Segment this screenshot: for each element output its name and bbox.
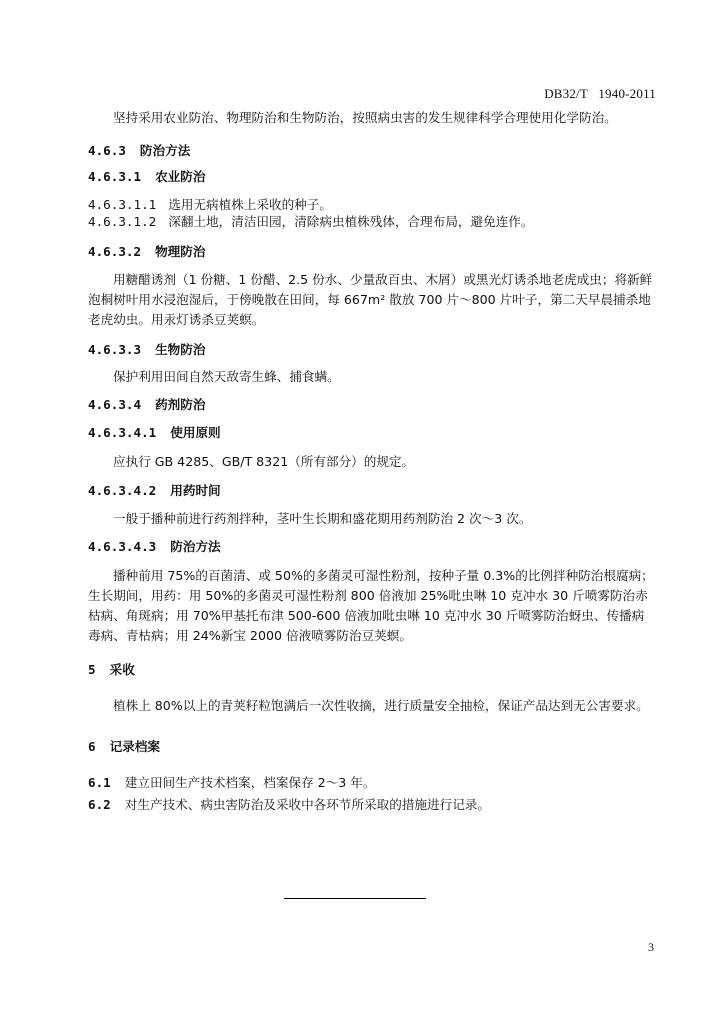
physical-control-paragraph: 用糖醋诱剂（1 份糖、1 份醋、2.5 份水、少量敌百虫、木屑）或黑光灯诱杀地老虎成虫；将新鲜泡桐树叶用水浸泡湿后，于傍晚散在田间，每 667m² 散放 700 片～800 片叶子，第二天早晨捕杀地老虎幼虫。用汞灯诱杀豆荚螟。 — [88, 272, 653, 327]
section-title: 采收 — [109, 662, 135, 677]
heading-6 — [88, 738, 656, 755]
item-number: 4.6.3.1.2 — [88, 214, 157, 229]
section-number: 5 — [88, 662, 96, 677]
timing-paragraph: 一般于播种前进行药剂拌种，茎叶生长期和盛花期用药剂防治 2 次～3 次。 — [113, 511, 532, 526]
item-4-6-3-1-1 — [88, 196, 656, 213]
intro-paragraph: 坚持采用农业防治、物理防治和生物防治，按照病虫害的发生规律科学合理使用化学防治。 — [113, 110, 617, 125]
section-title: 记录档案 — [109, 739, 160, 754]
heading-4-6-3-3 — [88, 341, 656, 358]
item-4-6-3-1-2 — [88, 213, 656, 230]
section-number: 4.6.3.3 — [88, 342, 142, 357]
heading-4-6-3 — [88, 142, 656, 159]
heading-4-6-3-1 — [88, 168, 656, 185]
harvest-paragraph: 植株上 80%以上的青荚籽粒饱满后一次性收摘，进行质量安全抽检，保证产品达到无公害要求。 — [113, 698, 649, 713]
section-number: 4.6.3.4.1 — [88, 425, 157, 440]
heading-5 — [88, 661, 656, 678]
section-title: 防治方法 — [139, 143, 191, 158]
item-text: 对生产技术、病虫害防治及采收中各环节所采取的措施进行记录。 — [124, 797, 490, 812]
section-number: 4.6.3.1 — [88, 169, 142, 184]
item-number: 4.6.3.1.1 — [88, 197, 157, 212]
heading-4-6-3-4-3 — [88, 538, 656, 555]
heading-4-6-3-4-2 — [88, 482, 656, 499]
heading-4-6-3-4-1 — [88, 424, 656, 441]
section-number: 4.6.3.4.3 — [88, 539, 157, 554]
section-number: 4.6.3.2 — [88, 244, 142, 259]
section-title: 使用原则 — [170, 425, 221, 440]
section-number: 4.6.3.4.2 — [88, 483, 157, 498]
section-title: 物理防治 — [155, 244, 206, 259]
heading-4-6-3-2 — [88, 243, 656, 260]
item-number: 6.2 — [88, 797, 111, 812]
biological-control-paragraph: 保护利用田间自然天敌寄生蜂、捕食螨。 — [113, 369, 340, 384]
item-text: 选用无病植株上采收的种子。 — [168, 197, 332, 212]
item-6-1 — [88, 774, 656, 791]
item-text: 建立田间生产技术档案，档案保存 2～3 年。 — [124, 775, 376, 790]
end-rule — [284, 898, 426, 899]
item-number: 6.1 — [88, 775, 111, 790]
principle-paragraph: 应执行 GB 4285、GB/T 8321（所有部分）的规定。 — [113, 454, 415, 469]
section-title: 防治方法 — [170, 539, 221, 554]
section-title: 生物防治 — [155, 342, 206, 357]
section-number: 6 — [88, 739, 96, 754]
item-text: 深翻土地，清洁田园，清除病虫植株残体，合理布局，避免连作。 — [168, 214, 534, 229]
method-paragraph: 播种前用 75%的百菌清、或 50%的多菌灵可湿性粉剂，按种子量 0.3%的比例拌种防治根腐病；生长期间，用药：用 50%的多菌灵可湿性粉剂 800 倍液加 25%吡虫啉 10 克冲水 30 斤喷雾防治赤枯病、角斑病；用 70%甲基托布津 500-600 倍液加吡虫啉 10 克冲水 30 斤喷雾防治蚜虫、传播病毒病、青枯病；用 24%新宝 2000 倍液喷雾防治豆荚螟。 — [88, 568, 654, 643]
section-title: 农业防治 — [155, 169, 206, 184]
section-title: 药剂防治 — [155, 397, 206, 412]
item-6-2 — [88, 796, 656, 813]
page-number: 3 — [648, 940, 654, 954]
section-title: 用药时间 — [170, 483, 221, 498]
heading-4-6-3-4 — [88, 396, 656, 413]
section-number: 4.6.3.4 — [88, 397, 142, 412]
section-number: 4.6.3 — [88, 143, 126, 158]
standard-code-header: DB32/T 1940-2011 — [544, 86, 656, 101]
